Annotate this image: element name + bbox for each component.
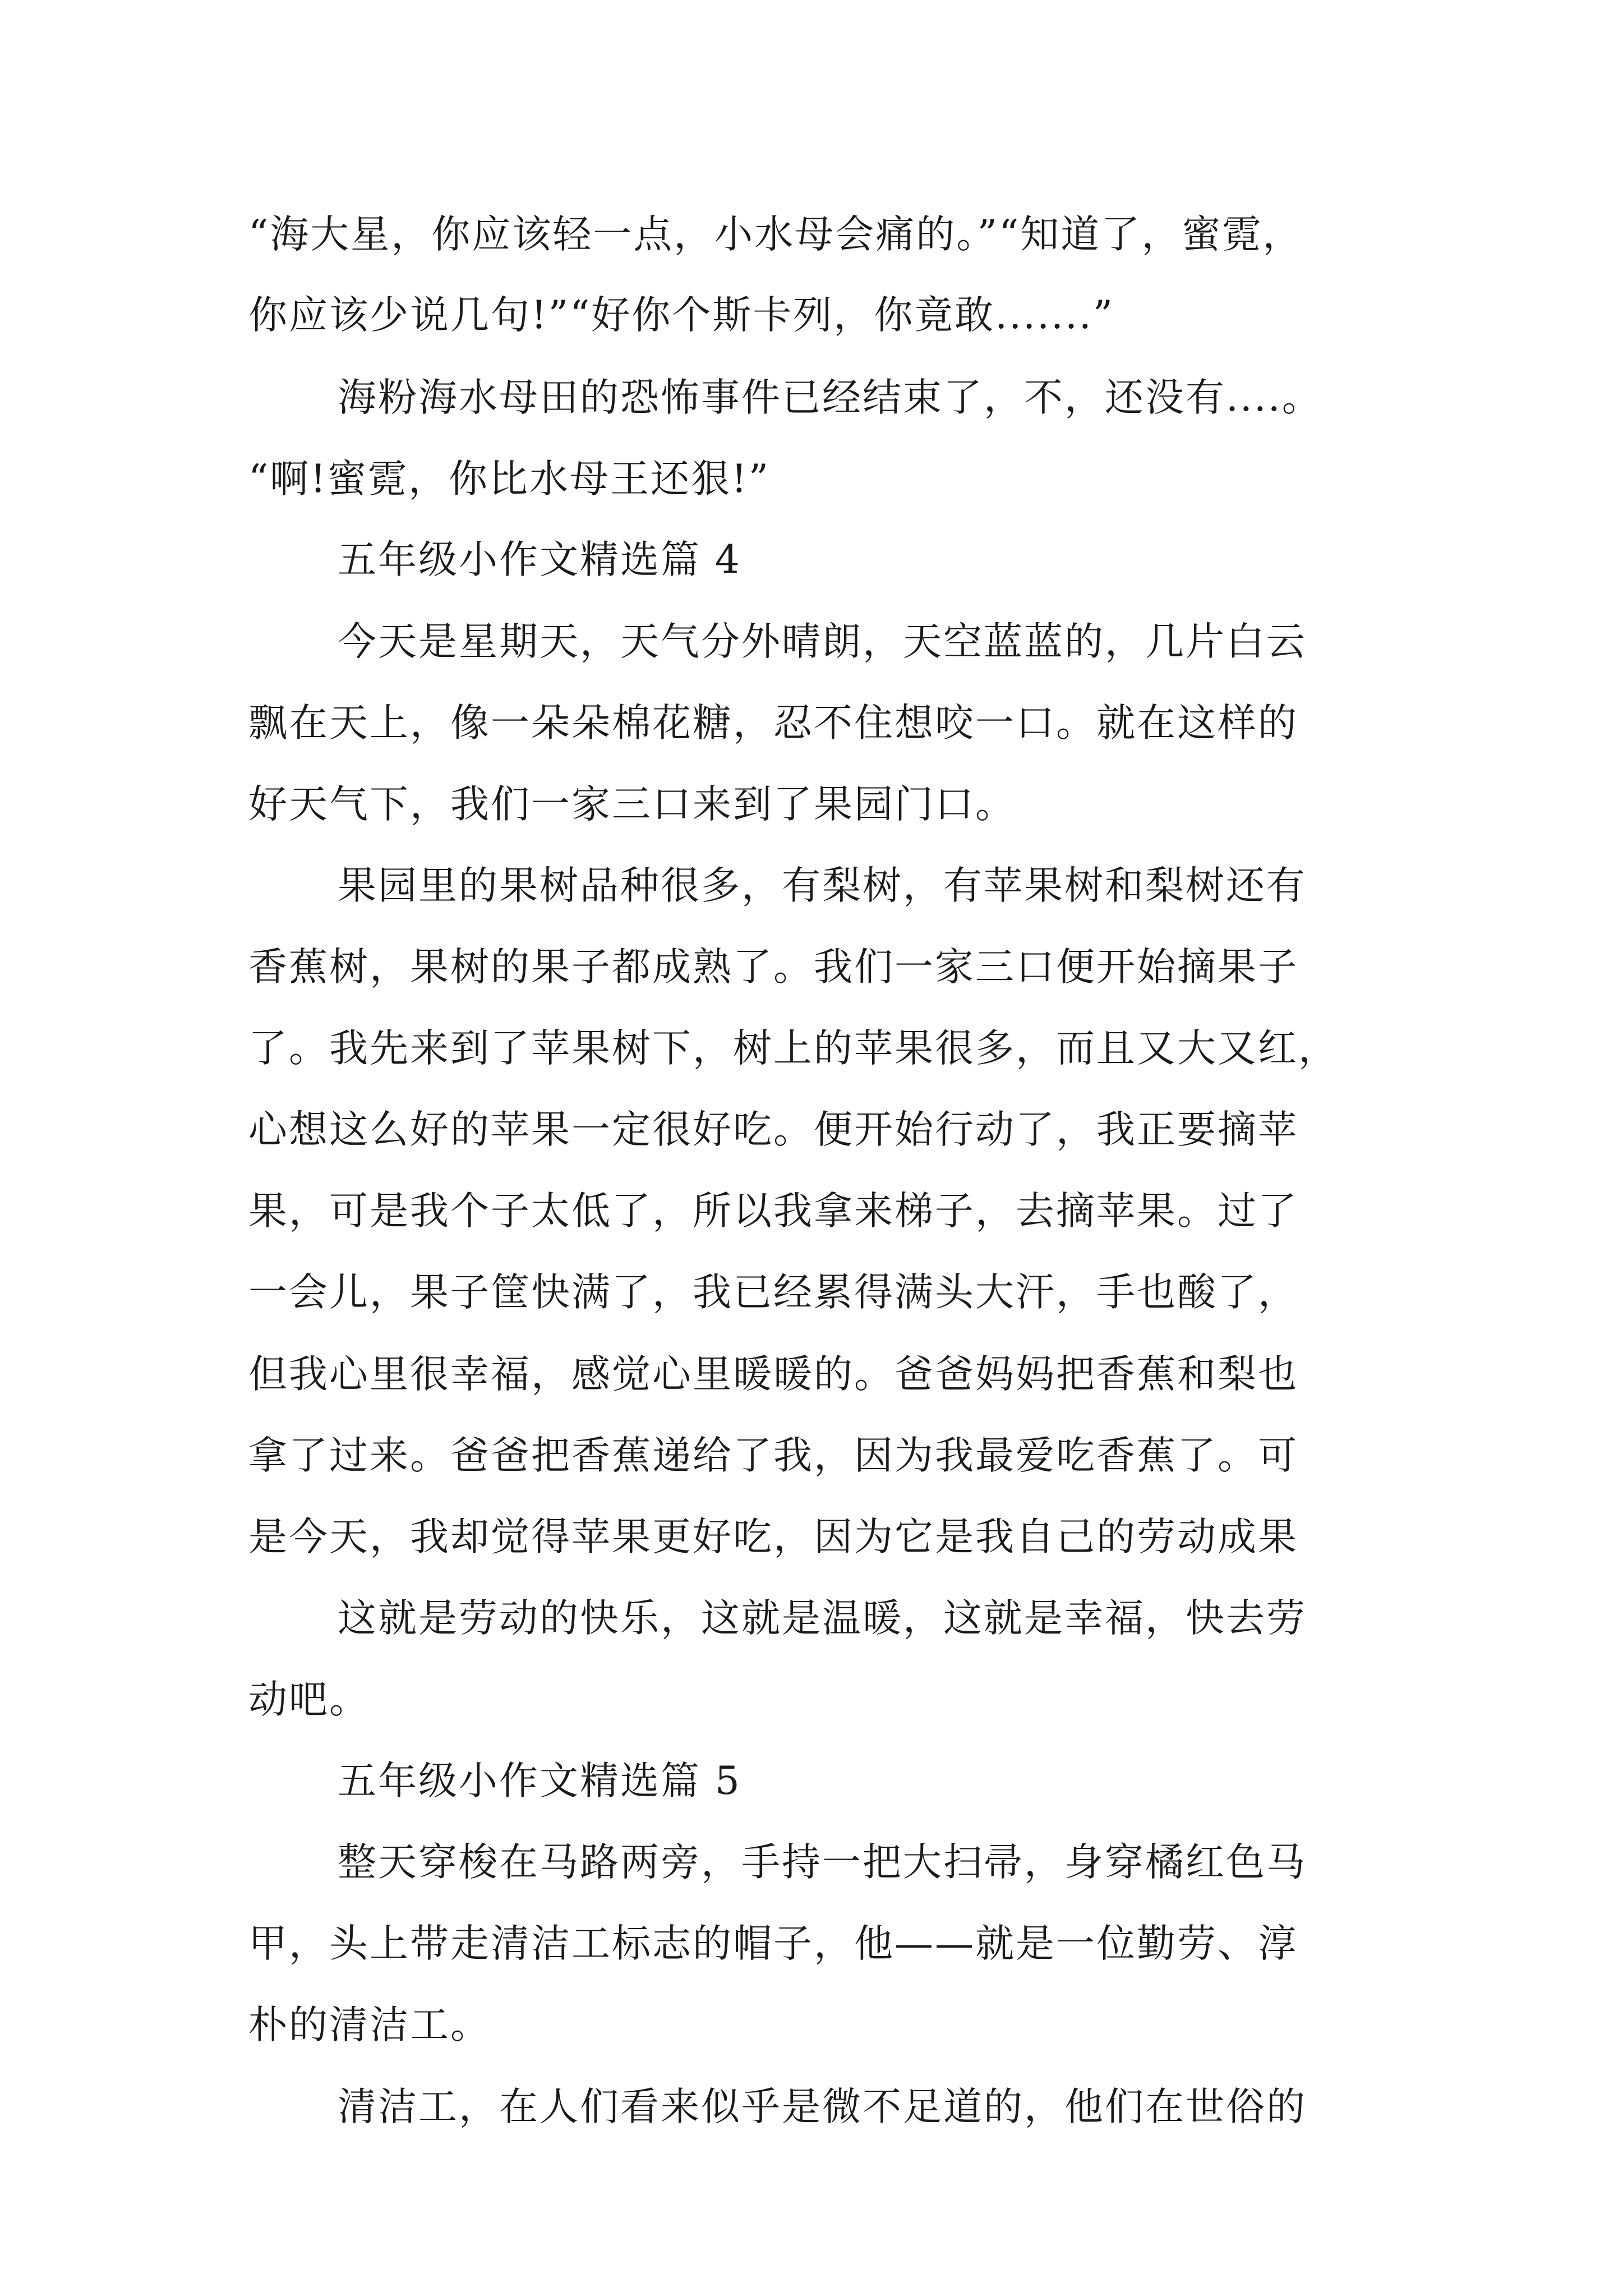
text-line: 香蕉树，果树的果子都成熟了。我们一家三口便开始摘果子: [248, 945, 1298, 990]
text-line: “啊!蜜霓，你比水母王还狠!”: [248, 457, 771, 501]
text-line: 这就是劳动的快乐，这就是温暖，这就是幸福，快去劳: [338, 1596, 1307, 1641]
text-line: 动吧。: [248, 1677, 370, 1722]
text-line: 整天穿梭在马路两旁，手持一把大扫帚，身穿橘红色马: [338, 1840, 1307, 1885]
text-line: 海粉海水母田的恐怖事件已经结束了，不，还没有....。: [338, 375, 1322, 420]
text-line: 朴的清洁工。: [248, 2003, 491, 2047]
section-heading: 五年级小作文精选篇 5: [338, 1759, 741, 1803]
text-line: 果园里的果树品种很多，有梨树，有苹果树和梨树还有: [338, 863, 1307, 908]
text-line: 你应该少说几句!”“好你个斯卡列，你竟敢.......”: [248, 293, 1115, 338]
text-line: 甲，头上带走清洁工标志的帽子，他——就是一位勤劳、淳: [248, 1921, 1298, 1966]
text-line: 清洁工，在人们看来似乎是微不足道的，他们在世俗的: [338, 2085, 1307, 2129]
text-line: 一会儿，果子筐快满了，我已经累得满头大汗，手也酸了，: [248, 1270, 1298, 1315]
text-line: 好天气下，我们一家三口来到了果园门口。: [248, 782, 1016, 827]
text-line: 但我心里很幸福，感觉心里暖暖的。爸爸妈妈把香蕉和梨也: [248, 1352, 1298, 1397]
text-line: 心想这么好的苹果一定很好吃。便开始行动了，我正要摘苹: [248, 1107, 1298, 1152]
text-line: 了。我先来到了苹果树下，树上的苹果很多，而且又大又红，: [248, 1026, 1339, 1071]
text-line: 拿了过来。爸爸把香蕉递给了我，因为我最爱吃香蕉了。可: [248, 1433, 1298, 1478]
text-line: 果，可是我个子太低了，所以我拿来梯子，去摘苹果。过了: [248, 1189, 1298, 1234]
text-line: 今天是星期天，天气分外晴朗，天空蓝蓝的，几片白云: [338, 619, 1307, 664]
section-heading: 五年级小作文精选篇 4: [338, 537, 741, 582]
text-line: “海大星，你应该轻一点，小水母会痛的。”“知道了，蜜霓，: [248, 212, 1303, 257]
text-line: 飘在天上，像一朵朵棉花糖，忍不住想咬一口。就在这样的: [248, 701, 1298, 746]
text-line: 是今天，我却觉得苹果更好吃，因为它是我自己的劳动成果: [248, 1515, 1298, 1559]
